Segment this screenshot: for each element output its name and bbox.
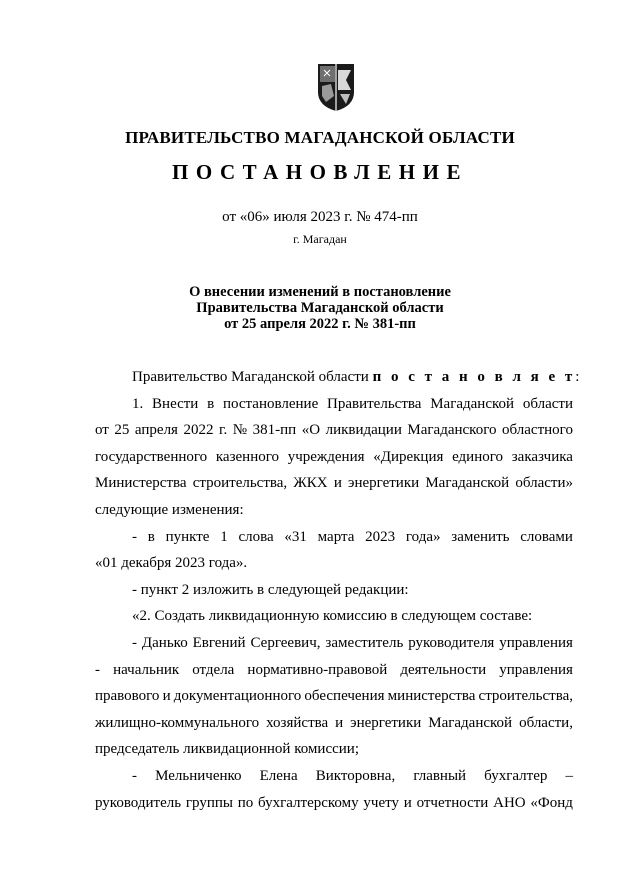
word: учету (363, 794, 399, 811)
body-line (95, 444, 573, 471)
word: единого (452, 448, 504, 465)
word: 381-пп (252, 422, 297, 439)
body-line: - пункт 2 изложить в следующей редакции: (132, 581, 409, 598)
word: области» (515, 475, 573, 492)
body-line: «01 декабря 2023 года». (95, 555, 248, 572)
word: и (333, 475, 342, 492)
word: начальник (113, 661, 180, 678)
word: строительства, (192, 475, 288, 492)
word: бухгалтер (484, 767, 548, 784)
word: «Дирекция (373, 448, 444, 465)
word: правового (95, 688, 160, 705)
body-line (95, 630, 573, 657)
word: деятельности (400, 661, 487, 678)
word: хозяйства (266, 714, 329, 731)
word: апреля (134, 422, 178, 439)
word: обеспечения (304, 688, 385, 705)
word: энергетики (350, 714, 422, 731)
word: - (132, 767, 137, 784)
word: № (232, 422, 248, 439)
government-name: ПРАВИТЕЛЬСТВО МАГАДАНСКОЙ ОБЛАСТИ (125, 128, 515, 147)
word: нормативно-правовой (247, 661, 388, 678)
document-city: г. Магадан (293, 232, 347, 246)
magadan-coat-of-arms-icon (316, 62, 356, 112)
word: 1. (132, 395, 144, 412)
word: постановление (223, 395, 319, 412)
word: казенного (215, 448, 279, 465)
word: по (237, 794, 254, 811)
word: Правительства (327, 395, 422, 412)
body-line (95, 683, 573, 710)
word: Данько (141, 634, 188, 651)
intro-paragraph (95, 364, 580, 391)
word: АНО (493, 794, 526, 811)
word: «О (301, 422, 321, 439)
subject-line: от 25 апреля 2022 г. № 381-пп (224, 316, 416, 332)
word: заменить (451, 528, 510, 545)
word: группы (185, 794, 233, 811)
word: Елена (259, 767, 298, 784)
word: года» (405, 528, 441, 545)
word: Мельниченко (155, 767, 242, 784)
word: – (565, 767, 573, 784)
word: главный (413, 767, 467, 784)
word: - (132, 528, 137, 545)
word: «31 (284, 528, 307, 545)
document-subject (0, 284, 640, 332)
intro-colon: : (575, 369, 580, 385)
document-date-number: от «06» июля 2023 г. № 474-пп (222, 209, 418, 225)
word: 25 (114, 422, 130, 439)
body-line (95, 391, 573, 418)
word: руководителя (408, 634, 495, 651)
word: Магаданской (425, 475, 510, 492)
word: Евгений (192, 634, 246, 651)
word: управления (499, 661, 573, 678)
word: Викторовна, (315, 767, 396, 784)
word: строительства, (478, 688, 573, 705)
word: Сергеевич, (250, 634, 321, 651)
word: 2022 (183, 422, 214, 439)
word: 2023 (365, 528, 396, 545)
subject-line: Правительства Магаданской области (196, 300, 444, 316)
word: Магаданской (428, 714, 513, 731)
word: «Фонд (530, 794, 573, 811)
word: от (95, 422, 109, 439)
word: ликвидации (325, 422, 402, 439)
word: министерства (387, 688, 476, 705)
body-line: «2. Создать ликвидационную комиссию в следующем составе: (132, 608, 533, 625)
word: Магаданской (430, 395, 515, 412)
word: и (335, 714, 344, 731)
word: документационного (173, 688, 302, 705)
word: заместитель (325, 634, 404, 651)
word: и (403, 794, 412, 811)
subject-line: О внесении изменений в постановление (189, 284, 451, 300)
body-line (95, 524, 573, 551)
body-line (95, 710, 573, 737)
word: - (95, 661, 100, 678)
word: и (162, 688, 171, 705)
body-line: следующие изменения: (95, 501, 244, 518)
word: энергетики (348, 475, 420, 492)
body-line (95, 657, 573, 684)
body-line (95, 470, 573, 497)
body-line (95, 417, 573, 444)
word: Внести (152, 395, 199, 412)
word: государственного (95, 448, 208, 465)
intro-subject: Правительство Магаданской области (132, 369, 369, 385)
word: в (207, 395, 215, 412)
word: управления (499, 634, 573, 651)
word: - (132, 634, 137, 651)
word: отчетности (416, 794, 489, 811)
word: заказчика (511, 448, 573, 465)
word: области (522, 395, 573, 412)
word: пункте (165, 528, 210, 545)
word: учреждения (287, 448, 365, 465)
word: жилищно-коммунального (95, 714, 260, 731)
word: Министерства (95, 475, 187, 492)
word: слова (238, 528, 274, 545)
word: 1 (220, 528, 228, 545)
word: словами (520, 528, 573, 545)
word: г. (219, 422, 228, 439)
word: областного (502, 422, 573, 439)
word: в (147, 528, 155, 545)
body-line (95, 763, 573, 790)
document-type-title: ПОСТАНОВЛЕНИЕ (172, 160, 468, 184)
word: ЖКХ (293, 475, 328, 492)
word: руководитель (95, 794, 182, 811)
word: отдела (192, 661, 235, 678)
word: Магаданского (407, 422, 497, 439)
body-line: председатель ликвидационной комиссии; (95, 741, 359, 758)
intro-verb: п о с т а н о в л я е т (372, 369, 576, 385)
document-body (95, 364, 580, 816)
word: марта (317, 528, 355, 545)
word: бухгалтерскому (258, 794, 359, 811)
body-line (95, 790, 573, 817)
word: области, (519, 714, 573, 731)
